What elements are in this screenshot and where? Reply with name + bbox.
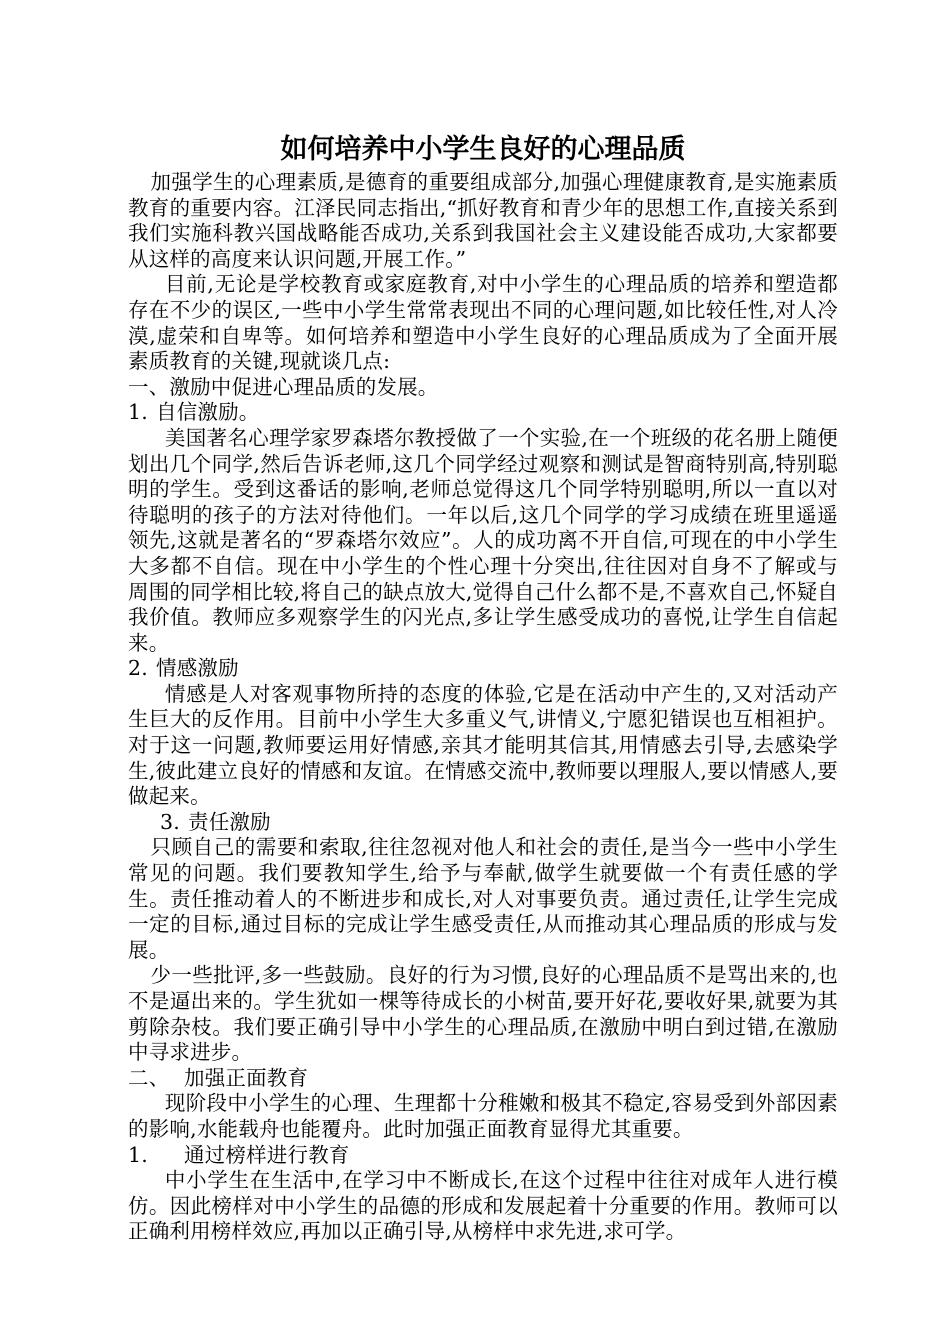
paragraph-encouragement: 少一些批评,多一些鼓励。良好的行为习惯,良好的心理品质不是骂出来的,也不是逼出来的。学生犹如一棵等待成长的小树苗,要开好花,要收好果,就要为其剪除杂枝。我们要正确引导中小学生的心理品质,在激励中明白到过错,在激励中寻求进步。 <box>128 963 838 1065</box>
paragraph-intro: 加强学生的心理素质,是德育的重要组成部分,加强心理健康教育,是实施素质教育的重要内容。江泽民同志指出,“抓好教育和青少年的思想工作,直接关系到我们实施科教兴国战略能否成功,关系到我国社会主义建设能否成功,大家都要从这样的高度来认识问题,开展工作。” <box>128 170 838 271</box>
section-title: 加强正面教育 <box>184 1065 309 1090</box>
paragraph-responsibility: 只顾自己的需要和索取,往往忽视对他人和社会的责任,是当今一些中小学生常见的问题。我们要教知学生,给予与奉献,做学生就要做一个有责任感的学生。责任推动着人的不断进步和成长,对人对事要负责。通过责任,让学生完成一定的目标,通过目标的完成让学生感受责任,从而推动其心理品质的形成与发展。 <box>128 835 838 962</box>
section-number: 二、 <box>128 1065 170 1090</box>
subsection-2-1-heading <box>128 1143 838 1169</box>
document-body <box>128 170 838 1245</box>
document-title: 如何培养中小学生良好的心理品质 <box>280 134 686 165</box>
paragraph-emotion: 情感是人对客观事物所持的态度的体验,它是在活动中产生的,又对活动产生巨大的反作用。目前中小学生大多重义气,讲情义,宁愿犯错误也互相袒护。对于这一问题,教师要运用好情感,亲其才能明其信其,用情感去引导,去感染学生,彼此建立良好的情感和友谊。在情感交流中,教师要以理服人,要以情感人,要做起来。 <box>128 681 838 809</box>
subsection-title: 通过榜样进行教育 <box>184 1142 350 1167</box>
paragraph-role-model: 中小学生在生活中,在学习中不断成长,在这个过程中往往对成年人进行模仿。因此榜样对中小学生的品德的形成和发展起着十分重要的作用。教师可以正确利用榜样效应,再加以正确引导,从榜样中求先进,求可学。 <box>128 1168 838 1244</box>
subsection-title: 情感激励 <box>156 656 239 681</box>
subsection-title: 责任激励 <box>188 809 271 834</box>
subsection-1-1-heading <box>128 400 838 426</box>
subsection-title: 自信激励。 <box>156 400 260 425</box>
subsection-1-3-heading <box>128 810 838 836</box>
paragraph-positive-education: 现阶段中小学生的心理、生理都十分稚嫩和极其不稳定,容易受到外部因素的影响,水能载舟也能覆舟。此时加强正面教育显得尤其重要。 <box>128 1091 838 1141</box>
subsection-number: 2. <box>128 656 148 681</box>
section-2-heading <box>128 1066 838 1092</box>
section-1-heading: 一、激励中促进心理品质的发展。 <box>128 374 439 399</box>
paragraph-current-situation: 目前,无论是学校教育或家庭教育,对中小学生的心理品质的培养和塑造都存在不少的误区,一些中小学生常常表现出不同的心理问题,如比较任性,对人冷漠,虚荣和自卑等。如何培养和塑造中小学生良好的心理品质成为了全面开展素质教育的关键,现就谈几点: <box>128 272 838 374</box>
subsection-number: 3. <box>160 809 180 834</box>
subsection-number: 1. <box>128 400 148 425</box>
paragraph-confidence: 美国著名心理学家罗森塔尔教授做了一个实验,在一个班级的花名册上随便划出几个同学,然后告诉老师,这几个同学经过观察和测试是智商特别高,特别聪明的学生。受到这番话的影响,老师总觉得这几个同学特别聪明,所以一直以对待聪明的孩子的方法对待他们。一年以后,这几个同学的学习成绩在班里遥遥领先,这就是著名的“罗森塔尔效应”。人的成功离不开自信,可现在的中小学生大多都不自信。现在中小学生的个性心理十分突出,往往因对自身不了解或与周围的同学相比较,将自己的缺点放大,觉得自己什么都不是,不喜欢自己,怀疑自我价值。教师应多观察学生的闪光点,多让学生感受成功的喜悦,让学生自信起来。 <box>128 425 838 655</box>
subsection-1-2-heading <box>128 656 838 682</box>
subsection-number: 1. <box>128 1142 148 1167</box>
